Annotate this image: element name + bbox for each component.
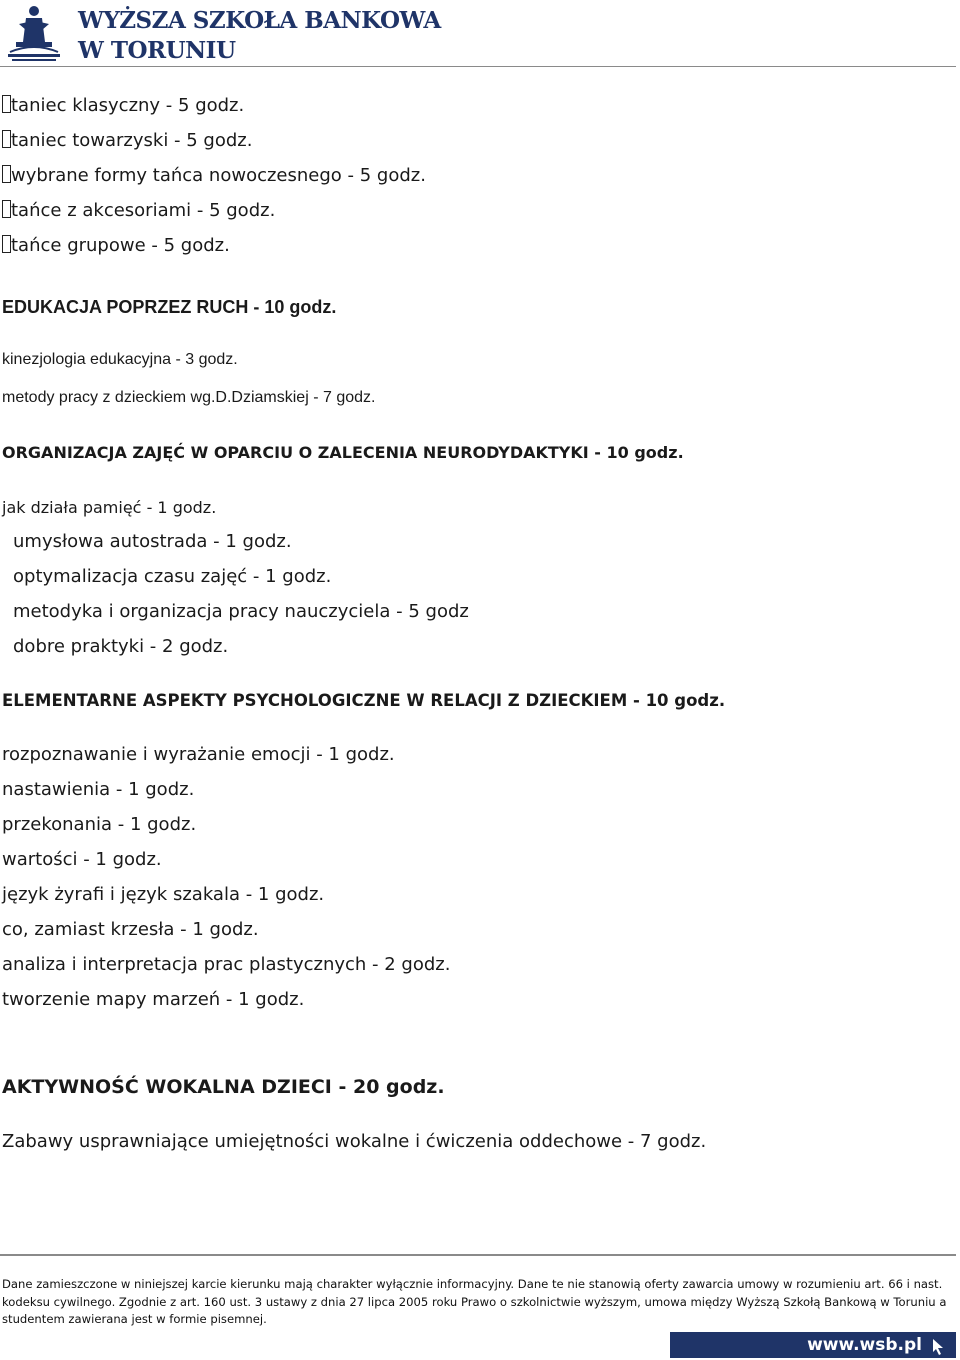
list-item: wartości - 1 godz. [2, 849, 162, 870]
footer-divider [0, 1254, 956, 1256]
section-heading: AKTYWNOŚĆ WOKALNA DZIECI - 20 godz. [2, 1076, 445, 1098]
university-emblem-icon [4, 2, 64, 64]
list-item: tańce grupowe - 5 godz. [2, 235, 230, 256]
missing-glyph-icon [2, 200, 11, 218]
header-divider [0, 66, 956, 67]
list-item: co, zamiast krzesła - 1 godz. [2, 919, 259, 940]
list-item: tworzenie mapy marzeń - 1 godz. [2, 989, 305, 1010]
footer-line: kodeksu cywilnego. Zgodnie z art. 160 ust. 3 ustawy z dnia 27 lipca 2005 roku Prawo o szkolnictwie wyższym, umowa między Wyższą Szkołą Bankową w Toruniu a [2, 1294, 947, 1309]
list-item: optymalizacja czasu zajęć - 1 godz. [13, 566, 332, 587]
list-item: metody pracy z dzieckiem wg.D.Dziamskiej - 7 godz. [2, 389, 376, 406]
missing-glyph-icon [2, 235, 11, 253]
page-header [0, 0, 960, 68]
website-link[interactable] [670, 1332, 956, 1358]
section-heading: ORGANIZACJA ZAJĘĆ W OPARCIU O ZALECENIA NEURODYDAKTYKI - 10 godz. [2, 443, 684, 462]
missing-glyph-icon [2, 165, 11, 183]
list-item: analiza i interpretacja prac plastycznych - 2 godz. [2, 954, 451, 975]
list-item: taniec towarzyski - 5 godz. [2, 130, 252, 151]
university-name-line1: WYŻSZA SZKOŁA BANKOWA [78, 7, 441, 34]
section-heading: ELEMENTARNE ASPEKTY PSYCHOLOGICZNE W RELACJI Z DZIECKIEM - 10 godz. [2, 691, 726, 710]
cursor-pointer-icon [932, 1338, 946, 1356]
list-item: rozpoznawanie i wyrażanie emocji - 1 godz. [2, 744, 395, 765]
missing-glyph-icon [2, 95, 11, 113]
list-item: dobre praktyki - 2 godz. [13, 636, 229, 657]
footer-disclaimer [2, 1276, 947, 1329]
footer-line: studentem zawierana jest w formie pisemnej. [2, 1312, 267, 1326]
list-item: język żyrafi i język szakala - 1 godz. [2, 884, 325, 905]
list-item: taniec klasyczny - 5 godz. [2, 95, 244, 116]
list-item: metodyka i organizacja pracy nauczyciela - 5 godz [13, 601, 469, 622]
list-item: tańce z akcesoriami - 5 godz. [2, 200, 275, 221]
list-item: Zabawy usprawniające umiejętności wokalne i ćwiczenia oddechowe - 7 godz. [2, 1131, 707, 1152]
list-item: jak działa pamięć - 1 godz. [2, 498, 217, 517]
section-heading: EDUKACJA POPRZEZ RUCH - 10 godz. [2, 297, 337, 317]
missing-glyph-icon [2, 130, 11, 148]
list-item: wybrane formy tańca nowoczesnego - 5 godz. [2, 165, 426, 186]
footer-line: Dane zamieszczone w niniejszej karcie kierunku mają charakter wyłącznie informacyjny. Dane te nie stanowią oferty zawarcia umowy w rozumieniu art. 66 i nast. [2, 1277, 943, 1291]
list-item: umysłowa autostrada - 1 godz. [13, 531, 292, 552]
list-item: przekonania - 1 godz. [2, 814, 197, 835]
list-item: nastawienia - 1 godz. [2, 779, 195, 800]
website-url: www.wsb.pl [807, 1335, 922, 1355]
university-name [78, 6, 441, 66]
list-item: kinezjologia edukacyjna - 3 godz. [2, 351, 238, 368]
university-name-line2: W TORUNIU [78, 37, 236, 64]
